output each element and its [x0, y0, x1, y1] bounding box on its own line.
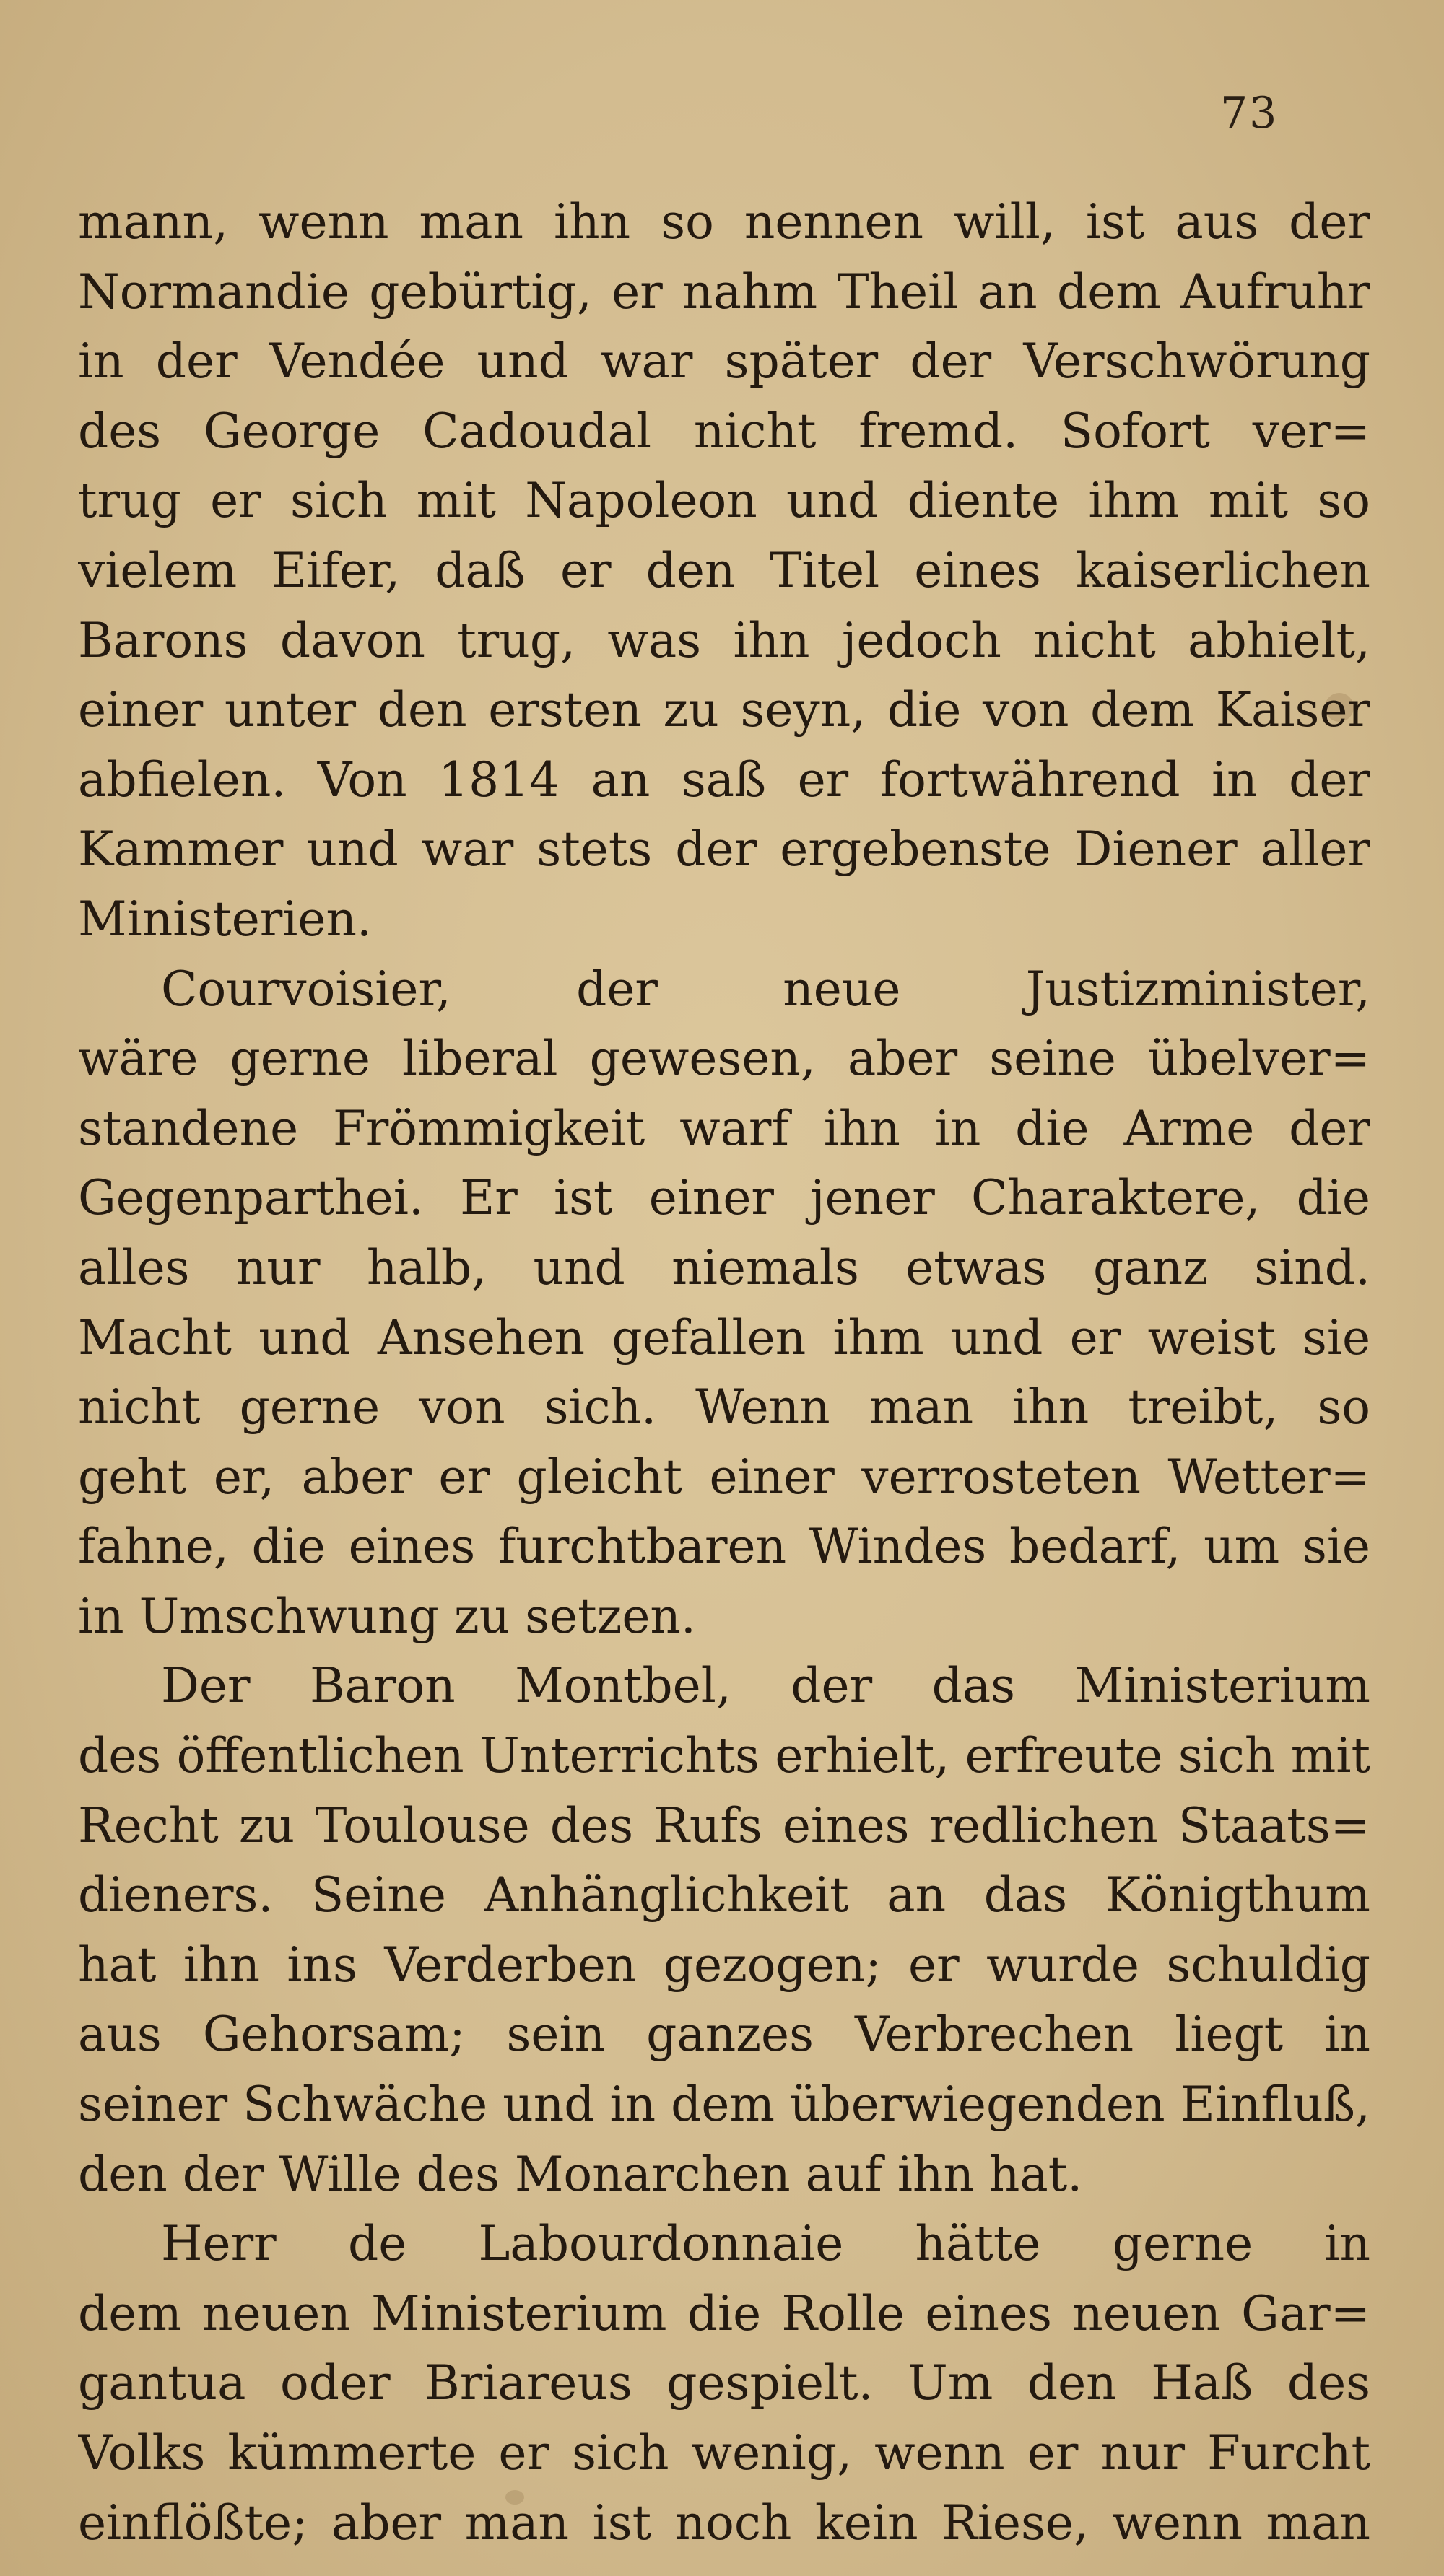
- text-line: Herr de Labourdonnaie hätte gerne in: [161, 2216, 1370, 2272]
- text-line: wäre gerne liberal gewesen, aber seine übelver=: [78, 1031, 1370, 1087]
- text-line: Barons davon trug, was ihn jedoch nicht abhielt,: [78, 612, 1370, 668]
- text-line: einflößte; aber man ist noch kein Riese, wenn man: [78, 2494, 1370, 2551]
- text-line: in der Vendée und war später der Verschwörung: [78, 333, 1370, 390]
- text-line: Der Baron Montbel, der das Ministerium: [161, 1658, 1370, 1714]
- text-line: Volks kümmerte er sich wenig, wenn er nur Furcht: [78, 2425, 1370, 2481]
- text-line: Courvoisier, der neue Justizminister,: [161, 961, 1370, 1017]
- text-line: einer unter den ersten zu seyn, die von dem Kaiser: [78, 682, 1370, 738]
- text-line: vielem Eifer, daß er den Titel eines kaiserlichen: [78, 542, 1370, 598]
- text-line: nicht gerne von sich. Wenn man ihn treibt, so: [78, 1379, 1370, 1436]
- page-number: 73: [1220, 88, 1279, 139]
- text-line: trug er sich mit Napoleon und diente ihm mit so: [78, 473, 1370, 529]
- text-line: dem neuen Ministerium die Rolle eines neuen Gar=: [78, 2285, 1370, 2341]
- text-line: Kammer und war stets der ergebenste Diener aller: [78, 821, 1370, 878]
- text-line: seiner Schwäche und in dem überwiegenden Einfluß,: [78, 2077, 1370, 2133]
- text-line: geht er, aber er gleicht einer verrosteten Wetter=: [78, 1449, 1370, 1505]
- body-text: [78, 188, 1370, 2558]
- text-line: dieners. Seine Anhänglichkeit an das Königthum: [78, 1867, 1370, 1924]
- text-line: mann, wenn man ihn so nennen will, ist aus der: [78, 194, 1370, 250]
- text-line: fahne, die eines furchtbaren Windes bedarf, um sie: [78, 1519, 1370, 1575]
- text-line: gantua oder Briareus gespielt. Um den Haß des: [78, 2355, 1370, 2411]
- text-line: aus Gehorsam; sein ganzes Verbrechen liegt in: [78, 2007, 1370, 2063]
- text-line: hat ihn ins Verderben gezogen; er wurde schuldig: [78, 1937, 1370, 1993]
- text-line: Gegenparthei. Er ist einer jener Charaktere, die: [78, 1170, 1370, 1226]
- text-line: Macht und Ansehen gefallen ihm und er weist sie: [78, 1309, 1370, 1366]
- text-line: alles nur halb, und niemals etwas ganz sind.: [78, 1239, 1370, 1296]
- text-line: Ministerien.: [78, 891, 372, 947]
- text-line: Recht zu Toulouse des Rufs eines redlichen Staats=: [78, 1797, 1370, 1854]
- text-line: standene Frömmigkeit warf ihn in die Arme der: [78, 1100, 1370, 1156]
- text-line: in Umschwung zu setzen.: [78, 1588, 696, 1644]
- text-line: Normandie gebürtig, er nahm Theil an dem Aufruhr: [78, 263, 1370, 320]
- text-line: den der Wille des Monarchen auf ihn hat.: [78, 2146, 1083, 2202]
- text-line: des George Cadoudal nicht fremd. Sofort ver=: [78, 403, 1370, 459]
- text-line: des öffentlichen Unterrichts erhielt, erfreute sich mit: [78, 1728, 1370, 1784]
- text-line: abfielen. Von 1814 an saß er fortwährend in der: [78, 751, 1370, 808]
